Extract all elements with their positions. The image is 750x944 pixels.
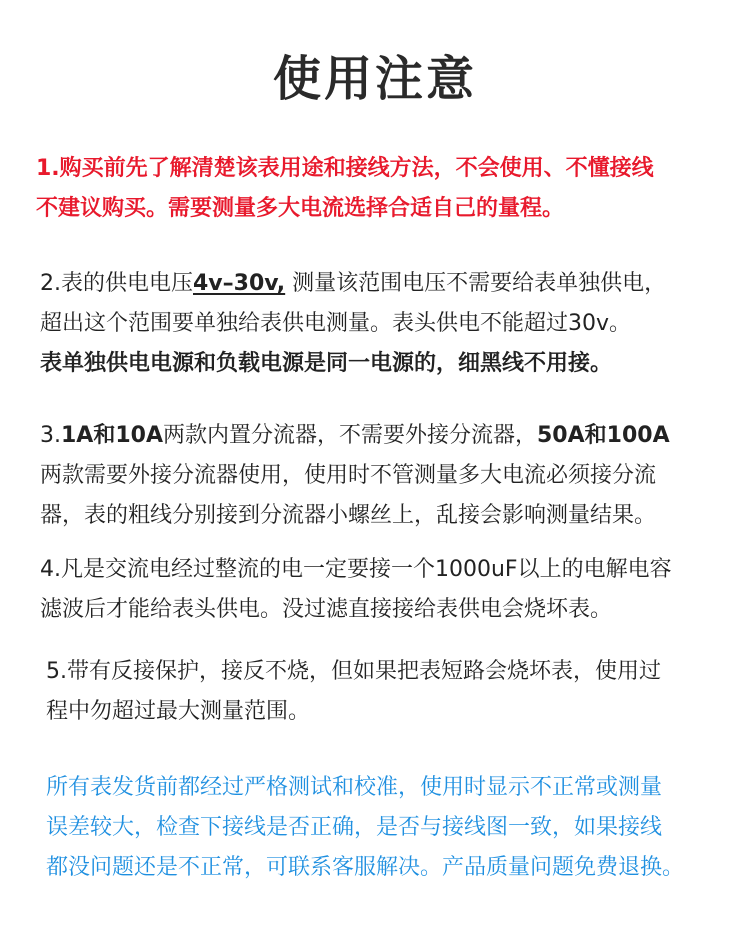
note-line: 所有表发货前都经过严格测试和校准，使用时显示不正常或测量 — [46, 775, 663, 800]
note-text: 测量该范围电压不需要给表单独供电， — [285, 271, 667, 296]
note-service — [46, 768, 736, 888]
note-line: 5.带有反接保护，接反不烧，但如果把表短路会烧坏表，使用过 — [46, 659, 661, 684]
note-line: 程中勿超过最大测量范围。 — [46, 699, 311, 724]
note-reverse-protection — [46, 652, 736, 732]
note-text: 2.表的供电电压 — [40, 271, 193, 296]
note-line: 4.凡是交流电经过整流的电一定要接一个1000uF以上的电解电容 — [40, 557, 672, 582]
note-line: 误差较大，检查下接线是否正确，是否与接线图一致，如果接线 — [46, 815, 663, 840]
note-text: 3. — [40, 423, 61, 448]
note-line: 器，表的粗线分别接到分流器小螺丝上，乱接会影响测量结果。 — [40, 503, 657, 528]
note-line: 1.购买前先了解清楚该表用途和接线方法，不会使用、不懂接线 — [36, 156, 654, 181]
note-line — [40, 416, 730, 456]
note-line: 都没问题还是不正常，可联系客服解决。产品质量问题免费退换。 — [46, 855, 685, 880]
note-line: 不建议购买。需要测量多大电流选择合适自己的量程。 — [36, 196, 565, 221]
page-title: 使用注意 — [272, 51, 477, 107]
voltage-range-highlight: 4v–30v, — [193, 271, 286, 296]
note-line-bold: 表单独供电电源和负载电源是同一电源的，细黑线不用接。 — [40, 351, 613, 376]
note-purchase-warning — [36, 149, 726, 229]
note-line: 超出这个范围要单独给表供电测量。表头供电不能超过30v。 — [40, 311, 632, 336]
note-line — [40, 264, 730, 304]
note-power-supply — [40, 264, 730, 384]
note-ac-rectify — [40, 550, 730, 630]
note-line: 滤波后才能给表头供电。没过滤直接接给表供电会烧坏表。 — [40, 597, 613, 622]
model-highlight: 1A和10A — [61, 423, 163, 448]
note-shunt — [40, 416, 730, 536]
model-highlight: 50A和100A — [537, 423, 670, 448]
note-text: 两款内置分流器，不需要外接分流器， — [162, 423, 537, 448]
note-line: 两款需要外接分流器使用，使用时不管测量多大电流必须接分流 — [40, 463, 657, 488]
